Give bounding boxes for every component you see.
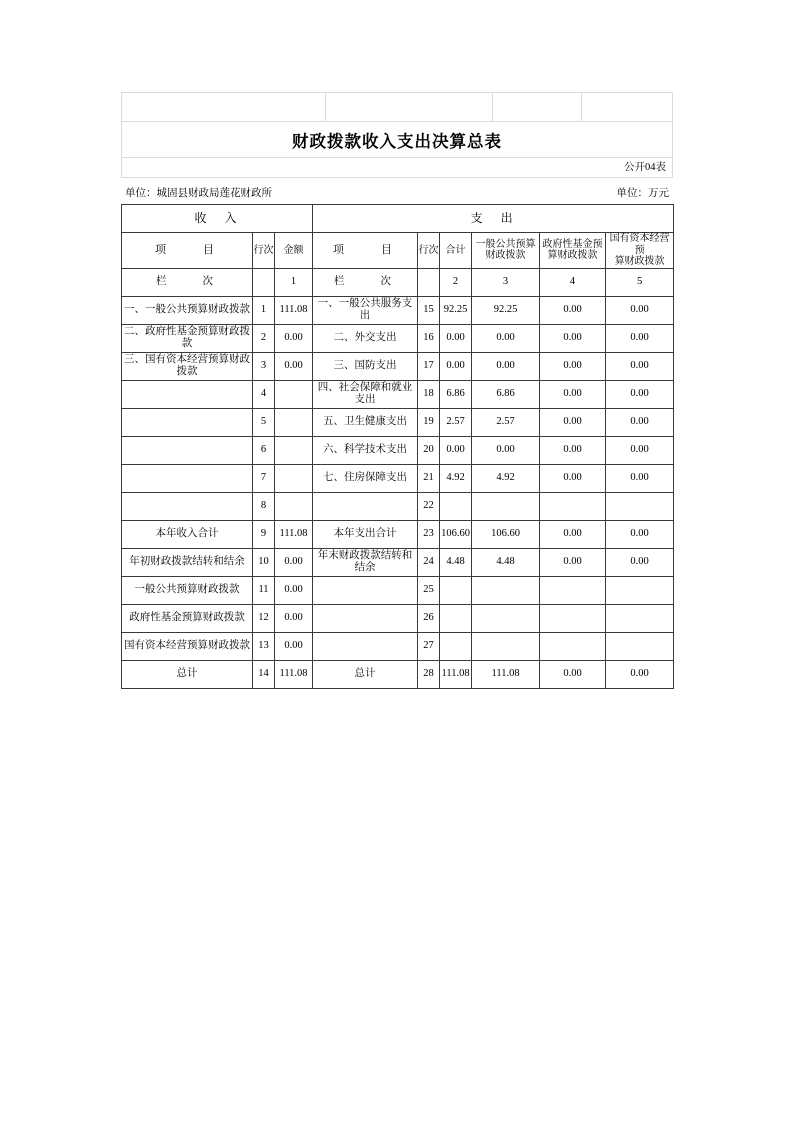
expense-item: 五、卫生健康支出 bbox=[313, 408, 418, 436]
expense-general bbox=[472, 492, 540, 520]
expense-col-num-2: 2 bbox=[440, 268, 472, 296]
table-column-header-row bbox=[122, 233, 674, 269]
expense-group-header: 支 出 bbox=[313, 205, 674, 233]
income-amount: 111.08 bbox=[275, 520, 313, 548]
income-rowno: 9 bbox=[253, 520, 275, 548]
expense-total: 4.48 bbox=[440, 548, 472, 576]
expense-item: 年末财政拨款结转和结余 bbox=[313, 548, 418, 576]
form-number: 公开04表 bbox=[624, 162, 666, 173]
expense-total bbox=[440, 632, 472, 660]
amount-unit-label: 单位：万元 bbox=[616, 188, 669, 199]
budget-table bbox=[121, 204, 674, 689]
expense-general: 4.92 bbox=[472, 464, 540, 492]
expense-item bbox=[313, 576, 418, 604]
income-amount-header: 金额 bbox=[275, 233, 313, 269]
income-rowno: 14 bbox=[253, 660, 275, 688]
table-row bbox=[122, 436, 674, 464]
income-item bbox=[122, 436, 253, 464]
expense-fund: 0.00 bbox=[540, 520, 606, 548]
expense-soe: 0.00 bbox=[606, 436, 674, 464]
form-number-band bbox=[121, 158, 673, 178]
income-rowno: 4 bbox=[253, 380, 275, 408]
expense-total: 106.60 bbox=[440, 520, 472, 548]
header-line-1: 政府性基金预 bbox=[542, 238, 603, 250]
income-item: 年初财政拨款结转和结余 bbox=[122, 548, 253, 576]
expense-general: 111.08 bbox=[472, 660, 540, 688]
income-amount: 111.08 bbox=[275, 660, 313, 688]
title-band bbox=[121, 122, 673, 158]
income-amount bbox=[275, 464, 313, 492]
income-item: 二、政府性基金预算财政拨款 bbox=[122, 324, 253, 352]
table-row bbox=[122, 576, 674, 604]
expense-general: 92.25 bbox=[472, 296, 540, 324]
table-row bbox=[122, 464, 674, 492]
expense-rowno: 24 bbox=[418, 548, 440, 576]
expense-fund bbox=[540, 576, 606, 604]
expense-rowno: 20 bbox=[418, 436, 440, 464]
income-rowno: 3 bbox=[253, 352, 275, 380]
income-amount: 111.08 bbox=[275, 296, 313, 324]
header-line-2: 算财政拨款 bbox=[547, 250, 598, 262]
expense-soe: 0.00 bbox=[606, 380, 674, 408]
expense-item: 三、国防支出 bbox=[313, 352, 418, 380]
expense-rowno: 18 bbox=[418, 380, 440, 408]
table-row bbox=[122, 324, 674, 352]
header-line-2: 算财政拨款 bbox=[614, 256, 665, 267]
income-item: 总计 bbox=[122, 660, 253, 688]
income-amount: 0.00 bbox=[275, 352, 313, 380]
unit-label: 单位：城固县财政局莲花财政所 bbox=[125, 188, 272, 199]
expense-item-header: 项 目 bbox=[313, 233, 418, 269]
expense-item: 六、科学技术支出 bbox=[313, 436, 418, 464]
meta-row bbox=[121, 178, 673, 204]
income-column-label: 栏 次 bbox=[122, 268, 253, 296]
expense-fund bbox=[540, 632, 606, 660]
income-rowno: 11 bbox=[253, 576, 275, 604]
expense-item: 总计 bbox=[313, 660, 418, 688]
table-row bbox=[122, 492, 674, 520]
expense-general bbox=[472, 576, 540, 604]
expense-fund: 0.00 bbox=[540, 660, 606, 688]
income-rowno: 1 bbox=[253, 296, 275, 324]
income-rowno: 7 bbox=[253, 464, 275, 492]
expense-fund bbox=[540, 604, 606, 632]
expense-rowno: 27 bbox=[418, 632, 440, 660]
income-item-header: 项 目 bbox=[122, 233, 253, 269]
expense-item: 本年支出合计 bbox=[313, 520, 418, 548]
expense-soe: 0.00 bbox=[606, 548, 674, 576]
expense-item bbox=[313, 604, 418, 632]
income-amount: 0.00 bbox=[275, 576, 313, 604]
expense-rowno-header: 行次 bbox=[418, 233, 440, 269]
expense-total bbox=[440, 576, 472, 604]
income-amount: 0.00 bbox=[275, 604, 313, 632]
grid-cell bbox=[326, 93, 492, 121]
header-line-1: 一般公共预算 bbox=[475, 238, 536, 250]
income-rowno: 13 bbox=[253, 632, 275, 660]
expense-col-num-5: 5 bbox=[606, 268, 674, 296]
table-row bbox=[122, 296, 674, 324]
table-row bbox=[122, 604, 674, 632]
expense-soe: 0.00 bbox=[606, 296, 674, 324]
expense-total: 0.00 bbox=[440, 324, 472, 352]
income-item bbox=[122, 380, 253, 408]
header-line-1: 国有资本经营预 bbox=[609, 233, 670, 256]
income-item: 一般公共预算财政拨款 bbox=[122, 576, 253, 604]
income-amount: 0.00 bbox=[275, 324, 313, 352]
expense-soe bbox=[606, 492, 674, 520]
income-amount: 0.00 bbox=[275, 632, 313, 660]
table-row bbox=[122, 408, 674, 436]
income-item: 本年收入合计 bbox=[122, 520, 253, 548]
grid-cell bbox=[122, 93, 326, 121]
expense-soe: 0.00 bbox=[606, 660, 674, 688]
table-group-header-row bbox=[122, 205, 674, 233]
expense-rowno: 15 bbox=[418, 296, 440, 324]
income-amount: 0.00 bbox=[275, 548, 313, 576]
income-item: 政府性基金预算财政拨款 bbox=[122, 604, 253, 632]
expense-rowno: 17 bbox=[418, 352, 440, 380]
expense-item bbox=[313, 632, 418, 660]
expense-total: 4.92 bbox=[440, 464, 472, 492]
expense-total: 0.00 bbox=[440, 436, 472, 464]
expense-general: 0.00 bbox=[472, 436, 540, 464]
expense-general: 6.86 bbox=[472, 380, 540, 408]
expense-rowno: 25 bbox=[418, 576, 440, 604]
expense-general: 0.00 bbox=[472, 324, 540, 352]
expense-total: 2.57 bbox=[440, 408, 472, 436]
expense-fund: 0.00 bbox=[540, 436, 606, 464]
expense-fund: 0.00 bbox=[540, 548, 606, 576]
expense-rowno: 26 bbox=[418, 604, 440, 632]
income-rowno-blank bbox=[253, 268, 275, 296]
expense-total: 0.00 bbox=[440, 352, 472, 380]
expense-total bbox=[440, 604, 472, 632]
expense-general bbox=[472, 632, 540, 660]
expense-soe bbox=[606, 604, 674, 632]
table-row bbox=[122, 520, 674, 548]
income-col-num-1: 1 bbox=[275, 268, 313, 296]
expense-column-label: 栏 次 bbox=[313, 268, 418, 296]
income-amount bbox=[275, 380, 313, 408]
income-group-header: 收 入 bbox=[122, 205, 313, 233]
expense-general bbox=[472, 604, 540, 632]
grid-cell bbox=[493, 93, 583, 121]
expense-total: 6.86 bbox=[440, 380, 472, 408]
table-row bbox=[122, 380, 674, 408]
income-item: 一、一般公共预算财政拨款 bbox=[122, 296, 253, 324]
expense-fund: 0.00 bbox=[540, 296, 606, 324]
income-rowno-header: 行次 bbox=[253, 233, 275, 269]
worksheet bbox=[121, 92, 673, 689]
expense-soe: 0.00 bbox=[606, 464, 674, 492]
expense-item bbox=[313, 492, 418, 520]
expense-rowno-blank bbox=[418, 268, 440, 296]
income-rowno: 10 bbox=[253, 548, 275, 576]
income-amount bbox=[275, 436, 313, 464]
header-line-2: 财政拨款 bbox=[485, 250, 526, 262]
expense-general-budget-header bbox=[472, 233, 540, 269]
table-row bbox=[122, 352, 674, 380]
expense-total: 92.25 bbox=[440, 296, 472, 324]
expense-soe: 0.00 bbox=[606, 352, 674, 380]
table-row bbox=[122, 548, 674, 576]
income-rowno: 6 bbox=[253, 436, 275, 464]
table-row bbox=[122, 632, 674, 660]
expense-total bbox=[440, 492, 472, 520]
expense-soe: 0.00 bbox=[606, 408, 674, 436]
expense-rowno: 23 bbox=[418, 520, 440, 548]
expense-fund bbox=[540, 492, 606, 520]
income-amount bbox=[275, 492, 313, 520]
income-item bbox=[122, 492, 253, 520]
income-rowno: 12 bbox=[253, 604, 275, 632]
table-row bbox=[122, 660, 674, 688]
expense-item: 四、社会保障和就业支出 bbox=[313, 380, 418, 408]
income-item bbox=[122, 408, 253, 436]
expense-fund: 0.00 bbox=[540, 464, 606, 492]
expense-soe: 0.00 bbox=[606, 520, 674, 548]
expense-soe-capital-header bbox=[606, 233, 674, 269]
expense-fund: 0.00 bbox=[540, 324, 606, 352]
page-title: 财政拨款收入支出决算总表 bbox=[292, 132, 502, 151]
expense-rowno: 16 bbox=[418, 324, 440, 352]
expense-item: 一、一般公共服务支出 bbox=[313, 296, 418, 324]
income-rowno: 8 bbox=[253, 492, 275, 520]
expense-rowno: 19 bbox=[418, 408, 440, 436]
income-rowno: 5 bbox=[253, 408, 275, 436]
expense-gov-fund-header bbox=[540, 233, 606, 269]
expense-col-num-3: 3 bbox=[472, 268, 540, 296]
expense-rowno: 22 bbox=[418, 492, 440, 520]
expense-general: 4.48 bbox=[472, 548, 540, 576]
expense-general: 2.57 bbox=[472, 408, 540, 436]
expense-fund: 0.00 bbox=[540, 380, 606, 408]
income-amount bbox=[275, 408, 313, 436]
expense-soe bbox=[606, 576, 674, 604]
expense-general: 0.00 bbox=[472, 352, 540, 380]
expense-soe: 0.00 bbox=[606, 324, 674, 352]
table-column-number-row bbox=[122, 268, 674, 296]
income-item bbox=[122, 464, 253, 492]
expense-col-num-4: 4 bbox=[540, 268, 606, 296]
spreadsheet-grid-header bbox=[121, 92, 673, 122]
expense-soe bbox=[606, 632, 674, 660]
expense-rowno: 21 bbox=[418, 464, 440, 492]
income-item: 国有资本经营预算财政拨款 bbox=[122, 632, 253, 660]
expense-item: 二、外交支出 bbox=[313, 324, 418, 352]
expense-general: 106.60 bbox=[472, 520, 540, 548]
expense-total: 111.08 bbox=[440, 660, 472, 688]
expense-total-header: 合计 bbox=[440, 233, 472, 269]
expense-fund: 0.00 bbox=[540, 408, 606, 436]
income-rowno: 2 bbox=[253, 324, 275, 352]
expense-item: 七、住房保障支出 bbox=[313, 464, 418, 492]
income-item: 三、国有资本经营预算财政拨款 bbox=[122, 352, 253, 380]
grid-cell bbox=[582, 93, 672, 121]
expense-rowno: 28 bbox=[418, 660, 440, 688]
expense-fund: 0.00 bbox=[540, 352, 606, 380]
